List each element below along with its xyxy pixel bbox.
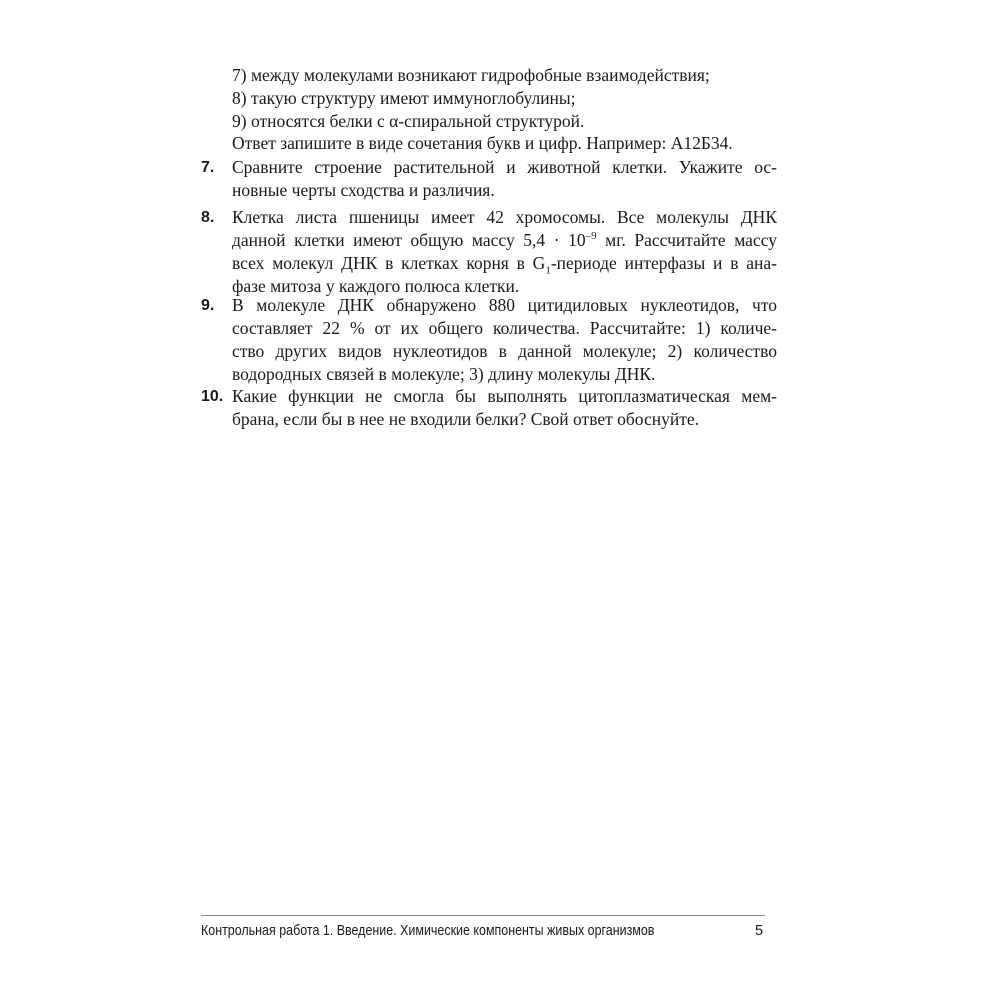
question-8-line: Клетка листа пшеницы имеет 42 хромосомы. Все молекулы ДНК: [232, 207, 777, 227]
question-8-line: фазе митоза у каждого полюса клетки.: [232, 276, 520, 296]
list-item-7: 7) между молекулами возникают гидрофобные взаимодействия;: [232, 65, 710, 85]
question-8-line: [232, 252, 777, 275]
question-7-line: Сравните строение растительной и животной клетки. Укажите ос-: [232, 157, 777, 177]
question-9-line: составляет 22 % от их общего количества. Рассчитайте: 1) количе-: [232, 318, 777, 338]
question-9-line: В молекуле ДНК обнаружено 880 цитидиловых нуклеотидов, что: [232, 295, 777, 315]
question-8-text: [232, 206, 777, 298]
question-10-line: брана, если бы в нее не входили белки? Свой ответ обоснуйте.: [232, 409, 700, 429]
list-item-9: 9) относятся белки с α-спиральной структурой.: [232, 111, 585, 131]
question-9-line: ство других видов нуклеотидов в данной молекуле; 2) количество: [232, 341, 777, 361]
question-8-line2-end: мг. Рассчитайте массу: [596, 230, 777, 250]
question-8-line2-start: данной клетки имеют общую массу 5,4 · 10: [232, 230, 586, 250]
previous-question-continuation: [232, 64, 777, 133]
question-8-line: [232, 229, 777, 252]
list-item-8: 8) такую структуру имеют иммуноглобулины;: [232, 88, 576, 108]
question-number-10: 10.: [201, 388, 224, 405]
question-8-line3-start: всех молекул ДНК в клетках корня в G: [232, 253, 546, 273]
question-9-text: [232, 294, 777, 386]
question-number-9: 9.: [201, 297, 215, 314]
question-number-8: 8.: [201, 209, 215, 226]
subscript: 1: [545, 264, 551, 277]
answer-format-note: [232, 132, 777, 155]
question-9-line: водородных связей в молекуле; 3) длину молекулы ДНК.: [232, 364, 656, 384]
question-number-7: 7.: [201, 159, 215, 176]
footer-title: Контрольная работа 1. Введение. Химические компоненты живых организмов: [201, 923, 655, 939]
answer-note-text: Ответ запишите в виде сочетания букв и цифр. Например: А12Б34.: [232, 133, 733, 153]
question-10-text: [232, 385, 777, 431]
page-number: 5: [755, 923, 764, 939]
question-7-line: новные черты сходства и различия.: [232, 180, 495, 200]
question-7-text: [232, 156, 777, 202]
question-8-line3-end: -периоде интерфазы и в ана-: [550, 253, 777, 273]
question-10-line: Какие функции не смогла бы выполнять цитоплазматическая мем-: [232, 386, 777, 406]
exponent: –9: [585, 230, 597, 243]
footer-divider: [201, 915, 765, 916]
